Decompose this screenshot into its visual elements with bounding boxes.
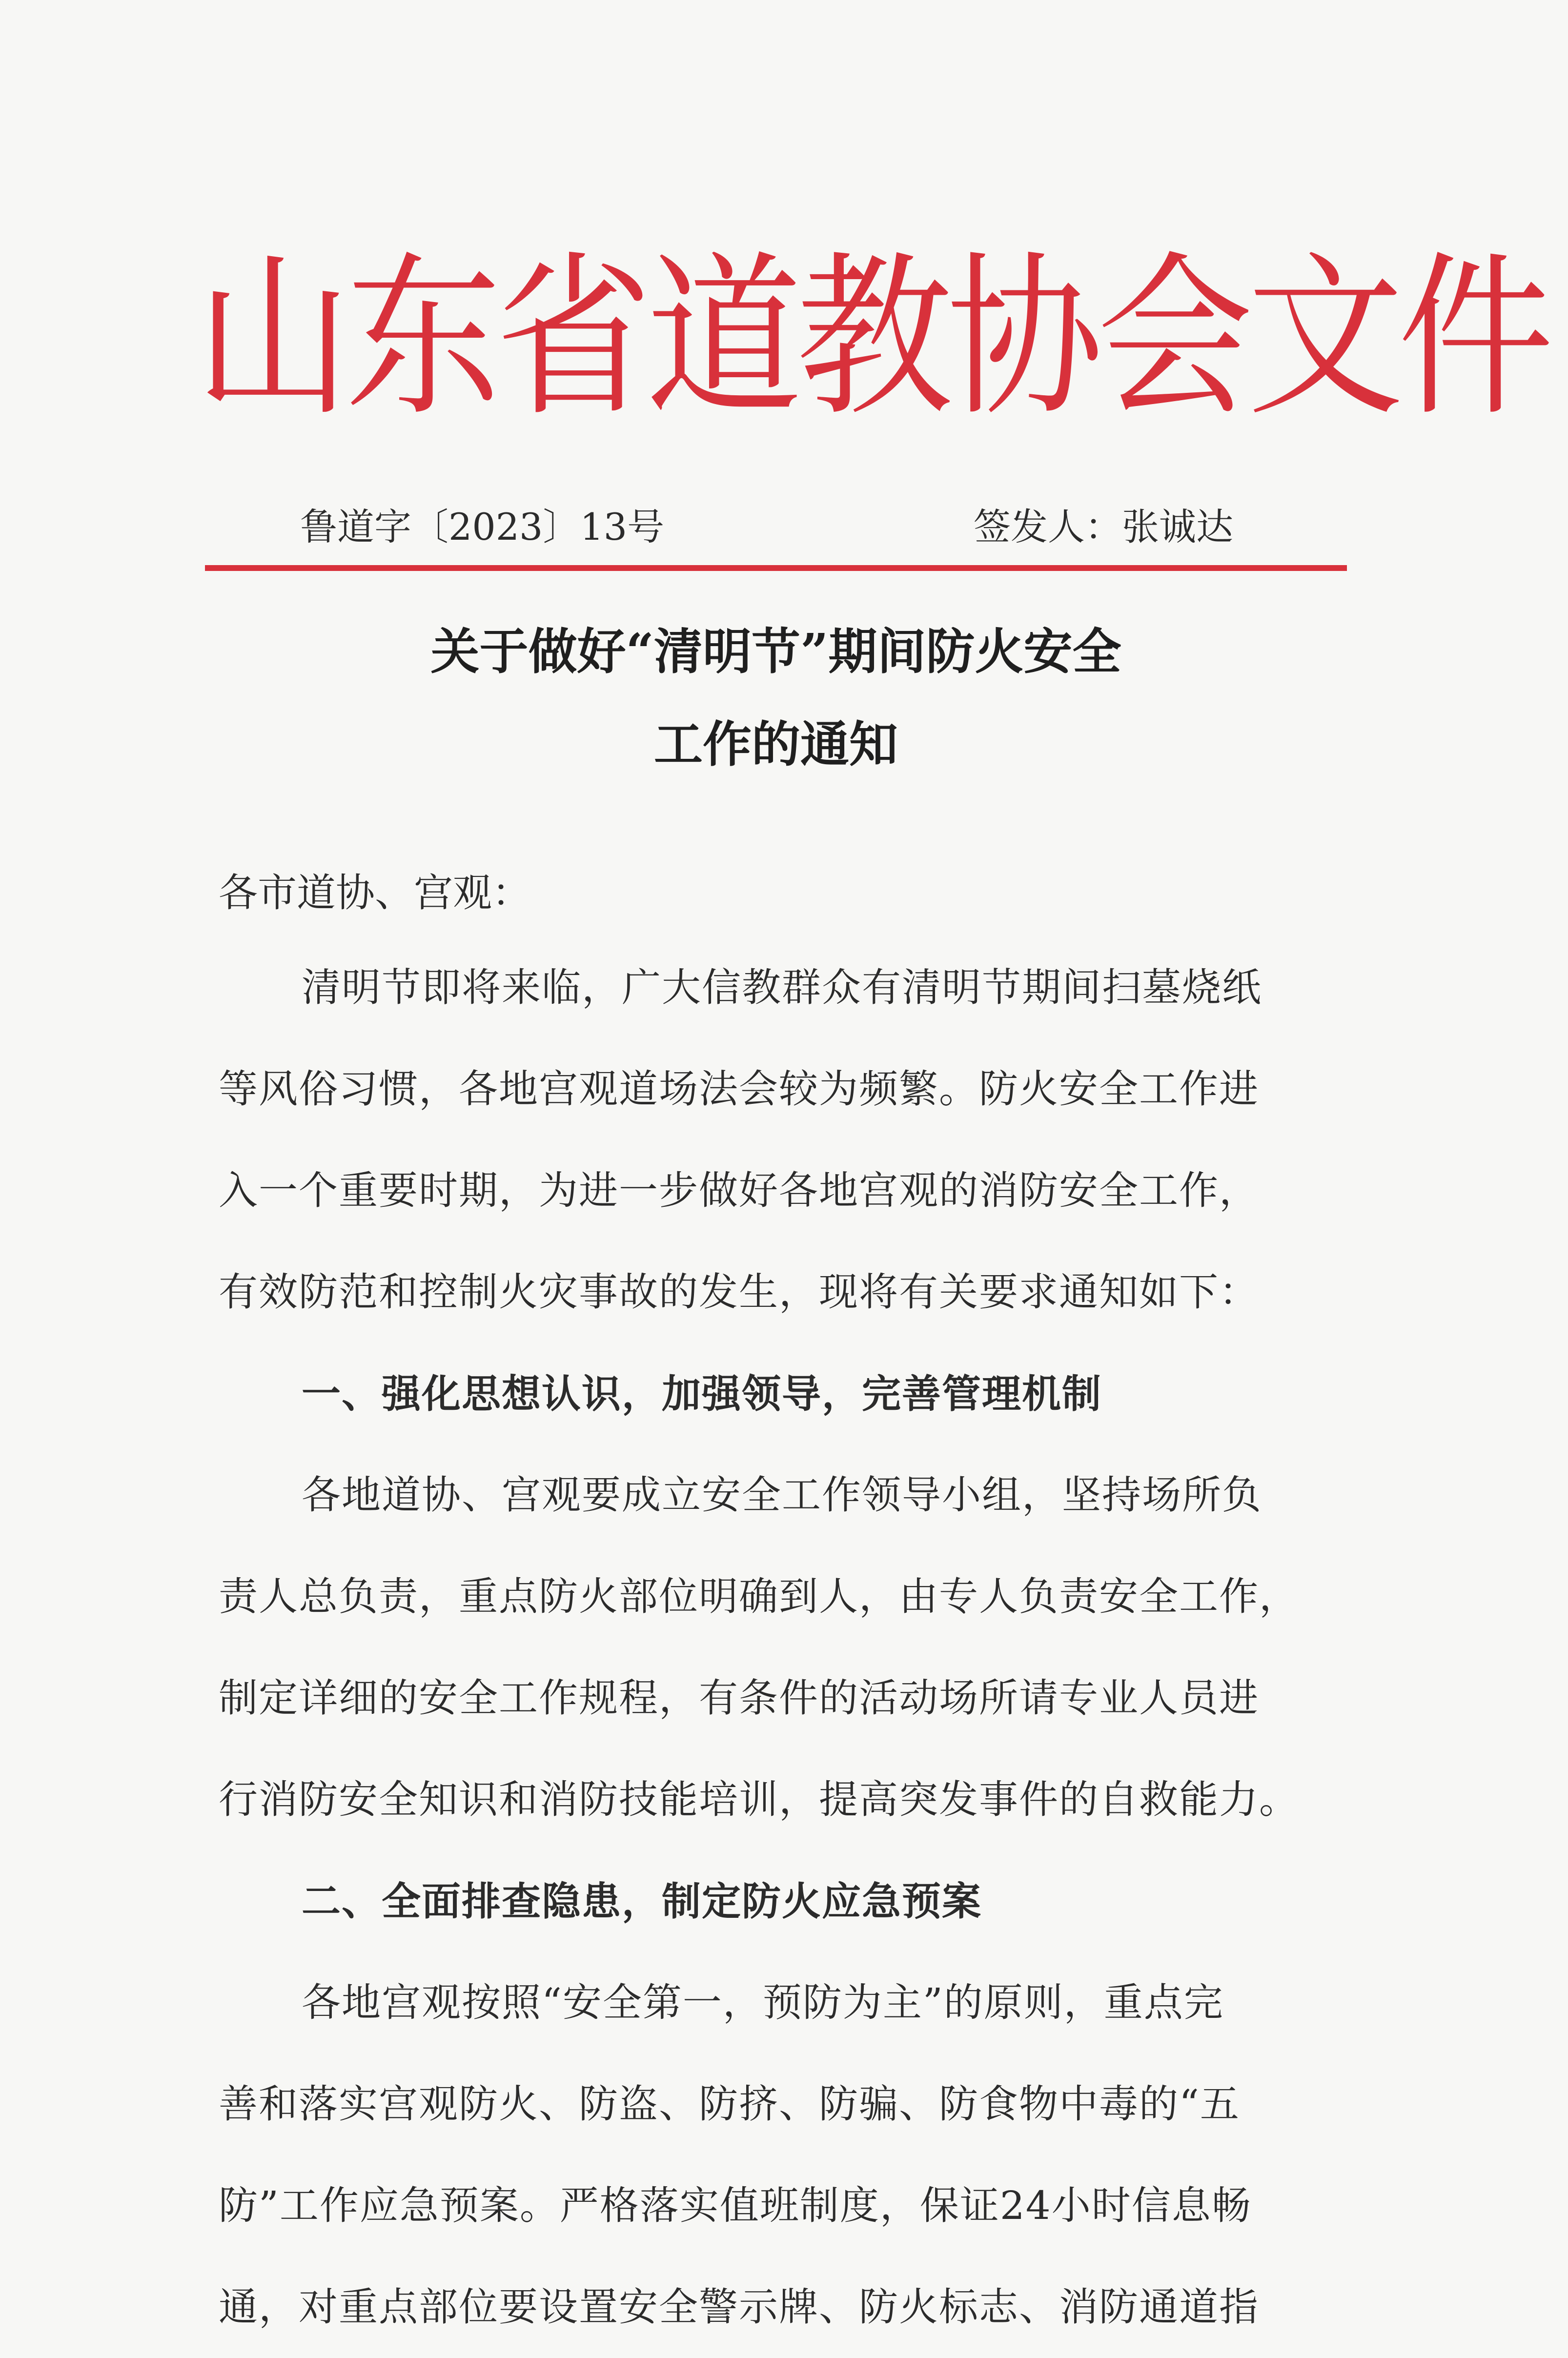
document-number: 鲁道字〔2023〕13号 bbox=[300, 505, 665, 549]
salutation: 各市道协、宫观： bbox=[219, 870, 531, 915]
body-line: 清明节即将来临，广大信教群众有清明节期间扫墓烧纸 bbox=[302, 965, 1262, 1010]
body-line: 通，对重点部位要设置安全警示牌、防火标志、消防通道指 bbox=[219, 2284, 1259, 2330]
body-line: 防”工作应急预案。严格落实值班制度，保证24小时信息畅 bbox=[219, 2183, 1252, 2228]
body-line: 行消防安全知识和消防技能培训，提高突发事件的自救能力。 bbox=[219, 1777, 1299, 1822]
body-line: 各地道协、宫观要成立安全工作领导小组，坚持场所负 bbox=[302, 1472, 1262, 1518]
red-divider-line bbox=[205, 565, 1347, 571]
body-line: 责人总负责，重点防火部位明确到人，由专人负责安全工作， bbox=[219, 1574, 1299, 1619]
signer: 签发人：张诚达 bbox=[974, 505, 1233, 549]
section-heading-2: 二、全面排查隐患，制定防火应急预案 bbox=[302, 1878, 982, 1924]
body-line: 入一个重要时期，为进一步做好各地宫观的消防安全工作， bbox=[219, 1168, 1259, 1213]
masthead-title: 山东省道教协会文件 bbox=[195, 236, 1548, 440]
notice-title-line-2: 工作的通知 bbox=[654, 715, 898, 773]
body-line: 制定详细的安全工作规程，有条件的活动场所请专业人员进 bbox=[219, 1675, 1259, 1721]
body-line: 等风俗习惯，各地宫观道场法会较为频繁。防火安全工作进 bbox=[219, 1066, 1259, 1112]
body-line: 各地宫观按照“安全第一，预防为主”的原则，重点完 bbox=[302, 1980, 1224, 2025]
notice-body bbox=[219, 937, 1361, 2358]
body-line: 善和落实宫观防火、防盗、防挤、防骗、防食物中毒的“五 bbox=[219, 2081, 1240, 2127]
section-heading-1: 一、强化思想认识，加强领导，完善管理机制 bbox=[302, 1371, 1102, 1417]
notice-title-line-1: 关于做好“清明节”期间防火安全 bbox=[430, 623, 1121, 680]
body-line: 有效防范和控制火灾事故的发生，现将有关要求通知如下： bbox=[219, 1269, 1259, 1315]
